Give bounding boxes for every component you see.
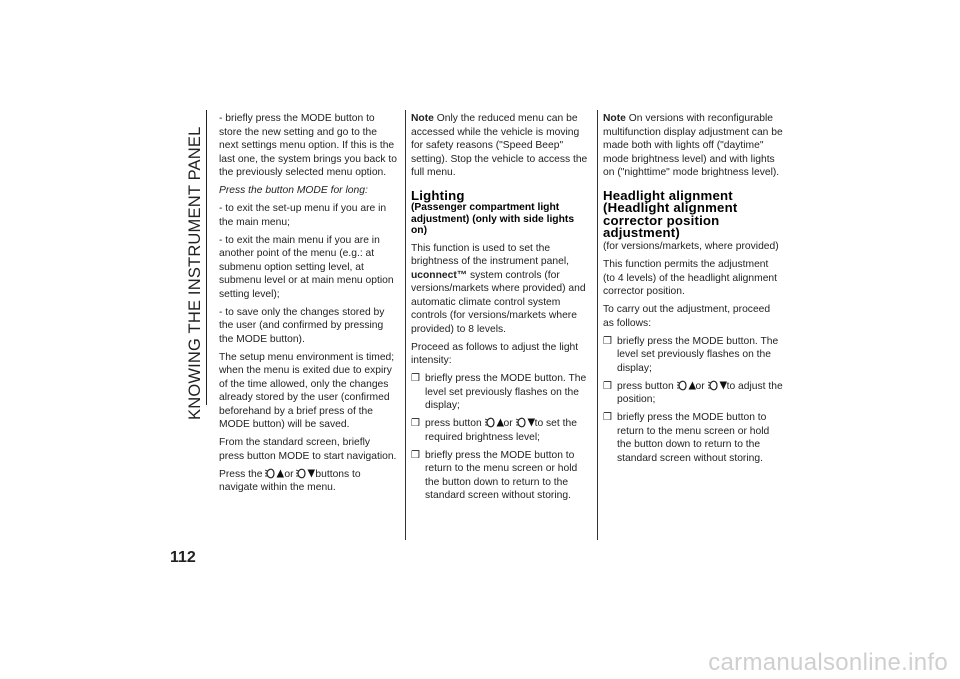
page-number: 112 <box>170 549 196 566</box>
light-down-button-icon <box>516 417 535 428</box>
light-down-button-icon <box>708 380 727 391</box>
bullet-box-icon: ❒ <box>411 449 420 461</box>
paragraph: The setup menu environment is timed; when the menu is exited due to expiry of the time allowed, only the changes already stored by the user (confirmed beforehand by a brief press of the MODE button) will be saved. <box>219 351 395 430</box>
bullet-text: briefly press the MODE button. The level set previously flashes on the display; <box>617 335 779 374</box>
column-1 <box>219 112 397 499</box>
bullet-box-icon: ❒ <box>603 412 612 423</box>
note-text: Only the reduced menu can be accessed while the vehicle is moving for safety reasons ("Speed Beep" setting). Stop the vehicle to access the full menu. <box>411 113 588 178</box>
paragraph: From the standard screen, briefly press button MODE to start navigation. <box>219 437 397 462</box>
bullet-item <box>411 417 591 444</box>
note-text: On versions with reconfigurable multifunction display adjustment can be made both with lights off ("daytime" mode brightness level) and with lights on ("nighttime" mode brightness level). <box>603 113 783 178</box>
paragraph <box>411 242 591 337</box>
column-divider-1 <box>405 110 406 540</box>
note-label: Note <box>603 113 626 124</box>
section-heading: Lighting <box>411 187 465 203</box>
bullet-item <box>603 411 783 465</box>
note-paragraph <box>411 112 591 180</box>
section-subheading: (Passenger compartment light adjustment) (only with side lights on) <box>411 202 575 236</box>
bullet-box-icon: ❒ <box>603 380 612 392</box>
note-label: Note <box>411 113 434 124</box>
side-divider <box>206 110 207 405</box>
paragraph-italic: Press the button MODE for long: <box>219 185 368 196</box>
text-fragment: press button <box>617 380 674 392</box>
paragraph: - to save only the changes stored by the user (and confirmed by pressing the MODE button). <box>219 306 385 345</box>
section-subheading: (for versions/markets, where provided) <box>603 240 779 252</box>
bullet-text: briefly press the MODE button. The level set previously flashes on the display; <box>425 373 587 411</box>
bullet-box-icon: ❒ <box>603 335 612 347</box>
column-3 <box>603 112 783 470</box>
text-fragment: This function is used to set the brightness of the instrument panel, <box>411 242 569 267</box>
brand-name: uconnect™ <box>411 269 468 281</box>
text-fragment: buttons to navigate within the menu. <box>219 468 361 493</box>
text-fragment: Press the <box>219 468 263 480</box>
bullet-item <box>411 449 591 503</box>
note-paragraph <box>603 112 783 180</box>
bullet-item <box>603 335 783 376</box>
text-fragment: or <box>284 468 294 480</box>
bullet-box-icon: ❒ <box>411 418 420 429</box>
paragraph: - to exit the set-up menu if you are in the main menu; <box>219 203 387 228</box>
light-up-button-icon <box>265 468 284 479</box>
bullet-text: briefly press the MODE button to return to the menu screen or hold the button down to return to the standard screen without storing. <box>425 449 578 501</box>
column-2 <box>411 112 591 507</box>
text-fragment: system controls (for versions/markets where provided) and automatic climate control system controls (for versions/markets where provided) to 8 levels. <box>411 269 586 335</box>
text-fragment: press button <box>425 418 482 429</box>
bullet-item <box>603 380 783 407</box>
watermark: carmanualsonline.info <box>708 649 948 676</box>
paragraph: Proceed as follows to adjust the light intensity: <box>411 341 579 366</box>
light-up-button-icon <box>677 380 696 391</box>
bullet-item <box>411 372 591 413</box>
bullet-text: briefly press the MODE button to return to the menu screen or hold the button down to return to the standard screen without storing. <box>617 412 770 464</box>
light-down-button-icon <box>296 468 315 479</box>
paragraph: This function permits the adjustment (to 4 levels) of the headlight alignment corrector position. <box>603 259 778 297</box>
paragraph: - briefly press the MODE button to store the new setting and go to the next settings menu option. If this is the last one, the system brings you back to the previously selected menu option. <box>219 113 397 178</box>
section-heading: Headlight alignment (Headlight alignment corrector position adjustment) <box>603 187 738 240</box>
column-divider-2 <box>597 110 598 540</box>
text-fragment: or <box>503 418 513 429</box>
text-fragment: to adjust the position; <box>617 380 783 405</box>
text-fragment: to set the required brightness level; <box>425 418 577 443</box>
paragraph-with-icons <box>219 468 397 495</box>
text-fragment: or <box>695 380 705 392</box>
paragraph: - to exit the main menu if you are in another point of the menu (e.g.: at submenu option setting level, at submenu level or at main menu option setting level); <box>219 234 394 300</box>
section-side-title: KNOWING THE INSTRUMENT PANEL <box>186 126 204 420</box>
bullet-box-icon: ❒ <box>411 373 420 384</box>
paragraph: To carry out the adjustment, proceed as follows: <box>603 304 771 329</box>
light-up-button-icon <box>485 417 504 428</box>
